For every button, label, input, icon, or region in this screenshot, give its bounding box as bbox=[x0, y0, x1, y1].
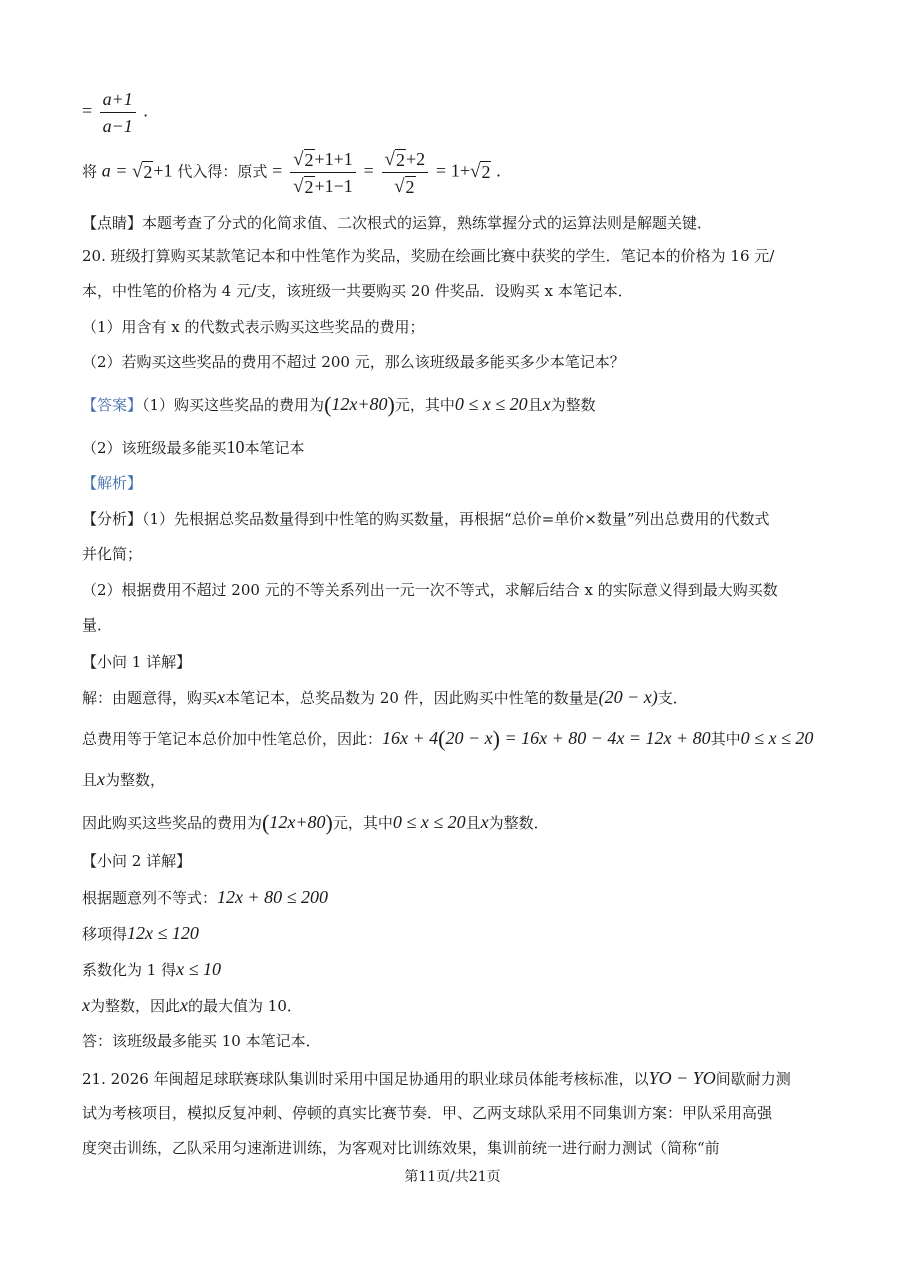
text: 间歇耐力测 bbox=[715, 1070, 791, 1088]
inequality: 0 ≤ x ≤ 20 bbox=[454, 394, 528, 414]
paren-close: ) bbox=[325, 810, 333, 835]
solution-line-2 bbox=[82, 727, 813, 750]
sub-question-1-heading: 【小问 1 详解】 bbox=[82, 653, 192, 671]
math-expression: (20 − x) bbox=[598, 687, 658, 707]
fraction bbox=[100, 88, 136, 137]
paren-close: ) bbox=[492, 726, 500, 751]
equals-sign: = bbox=[363, 160, 374, 181]
fraction-result-line bbox=[82, 88, 148, 137]
analysis-line-3: （2）根据费用不超过 200 元的不等关系列出一元一次不等式，求解后结合 x 的实际意义得到最大购买数 bbox=[82, 581, 778, 599]
radicand: 2 bbox=[304, 177, 314, 197]
plus-one: +1 bbox=[153, 160, 173, 181]
fraction-denominator: a−1 bbox=[102, 116, 133, 136]
math-expression: 12x+80 bbox=[269, 812, 326, 832]
question-20-part-1: （1）用含有 x 的代数式表示购买这些奖品的费用； bbox=[82, 318, 425, 336]
question-20-part-2: （2）若购买这些奖品的费用不超过 200 元，那么该班级最多能买多少本笔记本？ bbox=[82, 353, 625, 371]
variable-x: x bbox=[480, 812, 489, 832]
substitution-line bbox=[82, 148, 501, 197]
text: 为整数． bbox=[488, 814, 549, 832]
radicand: 2 bbox=[405, 177, 415, 197]
variable-x: x bbox=[180, 995, 189, 1015]
math-expression: 12x + 80 ≤ 200 bbox=[217, 887, 329, 907]
text: 21. 2026 年闽超足球联赛球队集训时采用中国足协通用的职业球员体能考核标准，以 bbox=[82, 1070, 649, 1088]
text: 元，其中 bbox=[394, 396, 455, 414]
inequality: 0 ≤ x ≤ 20 bbox=[740, 728, 814, 748]
text: 解：由题意得，购买 bbox=[82, 689, 218, 707]
text: 本笔记本，总奖品数为 20 件，因此购买中性笔的数量是 bbox=[225, 689, 599, 707]
text: 为整数 bbox=[550, 396, 596, 414]
solution-2-line-3 bbox=[82, 958, 221, 981]
text: 支． bbox=[657, 689, 688, 707]
variable-x: x bbox=[82, 995, 90, 1015]
text: 总费用等于笔记本总价加中性笔总价，因此： bbox=[82, 730, 383, 748]
text: 为整数， bbox=[105, 771, 166, 789]
math-expression: 12x ≤ 120 bbox=[127, 923, 199, 943]
analysis-line-2: 并化简； bbox=[82, 545, 143, 563]
question-20-line-1: 20. 班级打算购买某款笔记本和中性笔作为奖品，奖励在绘画比赛中获奖的学生．笔记本的价格为 16 元/ bbox=[82, 247, 775, 265]
paren-open: ( bbox=[324, 392, 332, 417]
final-answer-line: 答：该班级最多能买 10 本笔记本． bbox=[82, 1032, 321, 1050]
solution-2-line-4 bbox=[82, 994, 302, 1017]
answer-tag: 【答案】 bbox=[82, 396, 143, 414]
solution-line-3 bbox=[82, 768, 165, 791]
text: （2）该班级最多能买 bbox=[82, 439, 227, 457]
analysis-tag: 【解析】 bbox=[82, 474, 143, 492]
paren-close: ) bbox=[387, 392, 395, 417]
text: 本笔记本 bbox=[244, 439, 305, 457]
paren-open: ( bbox=[262, 810, 270, 835]
equals-sign: = bbox=[435, 160, 447, 181]
radicand: 2 bbox=[143, 161, 153, 182]
text: 且 bbox=[82, 771, 98, 789]
math-expression: 20 − x bbox=[445, 728, 493, 748]
text: 的最大值为 10． bbox=[188, 997, 302, 1015]
variable-x: x bbox=[542, 394, 551, 414]
radicand: 2 bbox=[395, 150, 405, 170]
denominator-tail: +1−1 bbox=[314, 176, 353, 196]
a-equals: a = bbox=[101, 160, 132, 181]
fraction-numerator: a+1 bbox=[100, 88, 136, 113]
analysis-line-1: 【分析】（1）先根据总奖品数量得到中性笔的购买数量，再根据“总价=单价×数量”列出总费用的代数式 bbox=[82, 510, 770, 528]
question-21-line-3: 度突击训练，乙队采用匀速渐进训练，为客观对比训练效果，集训前统一进行耐力测试（简称“前 bbox=[82, 1139, 720, 1157]
math-expression: = 16x + 80 − 4x = 12x + 80 bbox=[499, 728, 711, 748]
sqrt-expression: √ 2 bbox=[470, 160, 491, 182]
text: 为整数，因此 bbox=[90, 997, 181, 1015]
question-20-line-2: 本，中性笔的价格为 4 元/支，该班级一共要购买 20 件奖品．设购买 x 本笔记本． bbox=[82, 282, 633, 300]
text: 且 bbox=[465, 814, 481, 832]
equals-sign: = bbox=[82, 100, 93, 121]
math-expression: 16x + 4 bbox=[382, 728, 439, 748]
math-expression: x ≤ 10 bbox=[176, 959, 221, 979]
numerator-tail: +1+1 bbox=[314, 149, 353, 169]
equals-sign: = bbox=[272, 160, 283, 181]
solution-line-1 bbox=[82, 686, 688, 709]
math-expression: YO − YO bbox=[648, 1068, 716, 1088]
question-21-line-2: 试为考核项目，模拟反复冲刺、停顿的真实比赛节奏．甲、乙两支球队采用不同集训方案：甲队采用高强 bbox=[82, 1104, 773, 1122]
answer-line-2 bbox=[82, 436, 305, 459]
solution-2-line-2 bbox=[82, 922, 199, 945]
page-footer: 第11页/共21页 bbox=[404, 1169, 501, 1185]
fraction-2: √ 2 +2 √ 2 bbox=[382, 148, 429, 197]
variable-x: x bbox=[217, 687, 226, 707]
fraction-1: √ 2 +1+1 √ 2 +1−1 bbox=[290, 148, 356, 197]
answer-line-1 bbox=[82, 393, 596, 416]
text: 元，其中 bbox=[332, 814, 393, 832]
text: 移项得 bbox=[82, 925, 128, 943]
paren-open: ( bbox=[438, 726, 446, 751]
analysis-line-4: 量． bbox=[82, 616, 113, 634]
inequality: 0 ≤ x ≤ 20 bbox=[392, 812, 466, 832]
text: 根据题意列不等式： bbox=[82, 889, 218, 907]
key-point-line: 【点睛】本题考查了分式的化简求值、二次根式的运算，熟练掌握分式的运算法则是解题关键． bbox=[82, 214, 713, 232]
period: . bbox=[143, 100, 148, 121]
radicand: 2 bbox=[304, 150, 314, 170]
question-21-line-1 bbox=[82, 1067, 791, 1090]
text: 且 bbox=[527, 396, 543, 414]
text: 其中 bbox=[710, 730, 741, 748]
text: 因此购买这些奖品的费用为 bbox=[82, 814, 263, 832]
number: 10 bbox=[226, 437, 245, 457]
period: . bbox=[496, 160, 501, 181]
solution-line-4 bbox=[82, 811, 549, 834]
text: 系数化为 1 得 bbox=[82, 961, 177, 979]
text: （1）购买这些奖品的费用为 bbox=[142, 396, 325, 414]
numerator-tail: +2 bbox=[405, 149, 426, 169]
result-lead: 1+ bbox=[450, 160, 470, 181]
text-lead: 将 bbox=[82, 162, 98, 181]
sub-question-2-heading: 【小问 2 详解】 bbox=[82, 852, 192, 870]
solution-2-line-1 bbox=[82, 886, 328, 909]
math-expression: 12x+80 bbox=[331, 394, 388, 414]
radicand: 2 bbox=[481, 161, 491, 182]
variable-x: x bbox=[97, 769, 106, 789]
sqrt-expression: √ 2 bbox=[131, 160, 153, 182]
text-mid: 代入得：原式 bbox=[177, 162, 268, 181]
